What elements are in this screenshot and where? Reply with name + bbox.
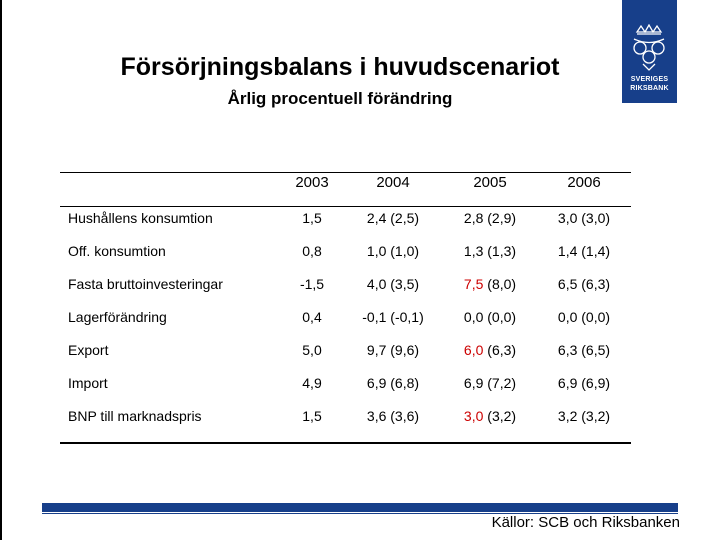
table-cell: 0,4: [302, 309, 322, 325]
footer-bar: [42, 503, 678, 512]
table-cell: 4,9: [302, 375, 322, 391]
source-note: Källor: SCB och Riksbanken: [491, 514, 680, 531]
row-label: Import: [68, 375, 108, 391]
logo-text-riksbank: RIKSBANK: [630, 85, 669, 92]
table-cell: 9,7 (9,6): [366, 342, 420, 358]
table-bottom-rule: [60, 442, 631, 444]
table-cell: 1,5: [302, 408, 322, 424]
previous-value: (3,2): [483, 408, 517, 424]
riksbank-logo: [622, 0, 677, 103]
previous-value: (8,0): [483, 276, 517, 292]
crown-emblem-icon: [629, 24, 670, 72]
table-cell: 1,0 (1,0): [366, 243, 420, 259]
table-cell: 2,8 (2,9): [463, 210, 517, 226]
table-cell: 3,6 (3,6): [366, 408, 420, 424]
table-header-rule: [60, 206, 631, 207]
table-cell: 1,3 (1,3): [463, 243, 517, 259]
row-label: Export: [68, 342, 109, 358]
highlighted-value: 6,0: [463, 342, 484, 358]
table-cell: 0,0 (0,0): [557, 309, 611, 325]
highlighted-value: 7,5: [463, 276, 484, 292]
table-cell: 6,9 (7,2): [463, 375, 517, 391]
table-cell: 0,0 (0,0): [463, 309, 517, 325]
column-header-2: 2005: [473, 174, 507, 191]
row-label: BNP till marknadspris: [68, 408, 202, 424]
row-label: Off. konsumtion: [68, 243, 166, 259]
highlighted-value: 3,0: [463, 408, 484, 424]
table-top-rule: [60, 172, 631, 173]
table-cell: 1,4 (1,4): [557, 243, 611, 259]
row-label: Hushållens konsumtion: [68, 210, 213, 226]
table-cell: 5,0: [302, 342, 322, 358]
table-cell: 2,4 (2,5): [366, 210, 420, 226]
table-cell: 6,9 (6,9): [557, 375, 611, 391]
row-label: Lagerförändring: [68, 309, 167, 325]
logo-text-sveriges: SVERIGES: [630, 76, 669, 83]
table-cell: [445, 408, 535, 424]
left-border-line: [0, 0, 2, 540]
table-cell: -1,5: [299, 276, 325, 292]
table-cell: [445, 276, 535, 292]
table-cell: [445, 342, 535, 358]
page-title: Försörjningsbalans i huvudscenariot: [120, 53, 560, 81]
column-header-3: 2006: [567, 174, 601, 191]
row-label: Fasta bruttoinvesteringar: [68, 276, 223, 292]
table-cell: -0,1 (-0,1): [362, 309, 424, 325]
table-cell: 4,0 (3,5): [366, 276, 420, 292]
table-cell: 6,9 (6,8): [366, 375, 420, 391]
column-header-0: 2003: [295, 174, 329, 191]
table-cell: 3,2 (3,2): [557, 408, 611, 424]
previous-value: (6,3): [483, 342, 517, 358]
table-cell: 0,8: [302, 243, 322, 259]
table-cell: 6,3 (6,5): [557, 342, 611, 358]
table-cell: 6,5 (6,3): [557, 276, 611, 292]
table-cell: 3,0 (3,0): [557, 210, 611, 226]
column-header-1: 2004: [376, 174, 410, 191]
page-subtitle: Årlig procentuell förändring: [227, 89, 453, 108]
table-cell: 1,5: [302, 210, 322, 226]
forsorjningsbalans-table: [60, 168, 631, 443]
